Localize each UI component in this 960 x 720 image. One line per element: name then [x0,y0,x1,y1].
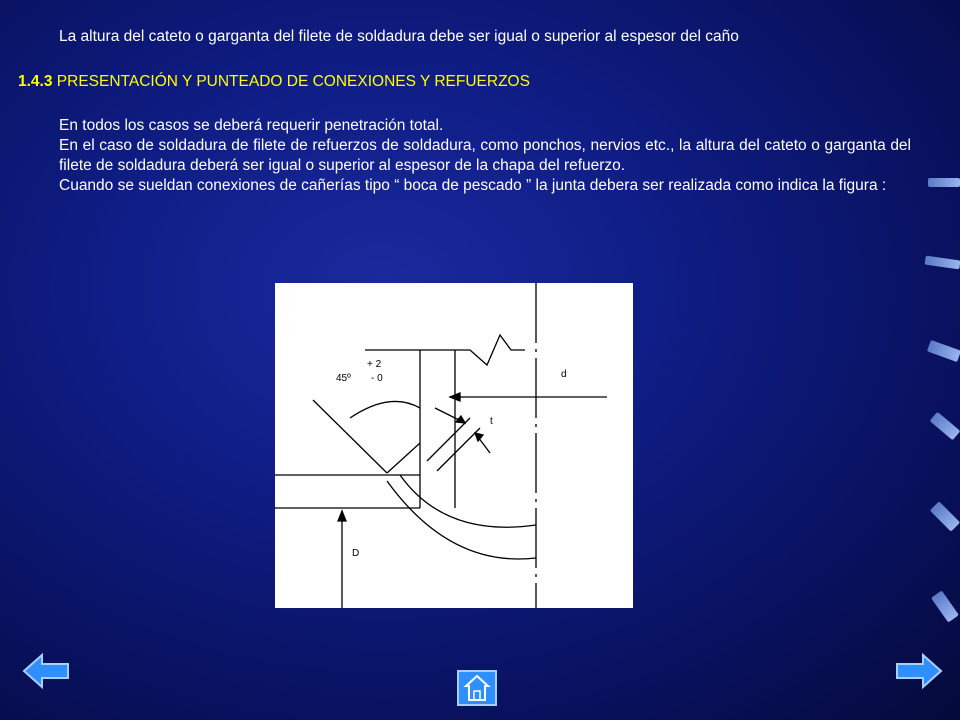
body-text [59,116,911,196]
t-arrow-1 [456,416,465,423]
weld-joint-figure [275,283,633,608]
next-arrow-icon[interactable] [895,652,943,690]
intro-line: La altura del cateto o garganta del filete de soldadura debe ser igual o superior al espesor del caño [59,28,739,45]
weld-joint-diagram [275,283,633,608]
prev-arrow-icon[interactable] [22,652,70,690]
paragraph-2: En el caso de soldadura de filete de refuerzos de soldadura, como ponchos, nervios etc., la altura del cateto o garganta del filete de soldadura deberá ser igual o superior al espesor de la chapa del refuerzo. [59,137,911,174]
bevel-line [313,400,387,473]
decor-stripe-2 [925,256,960,270]
D-large-label: D [352,548,360,559]
t-arrow-2 [475,433,483,441]
section-title: PRESENTACIÓN Y PUNTEADO DE CONEXIONES Y REFUERZOS [56,73,530,90]
tol-plus-label: + 2 [367,359,382,370]
paragraph-1: En todos los casos se deberá requerir penetración total. [59,117,444,134]
tol-minus-label: - 0 [371,373,383,384]
decor-stripe-3 [927,340,960,362]
home-icon[interactable] [457,670,497,706]
t-line-1 [427,418,470,461]
section-heading [18,72,530,92]
decor-stripe-1 [928,178,960,187]
d-small-label: d [561,369,567,380]
t-line-2 [437,428,480,471]
bevel-return [387,443,420,473]
t-label: t [490,416,493,427]
angle-label: 45º [336,373,351,384]
break-line [365,335,525,365]
decor-stripe-4 [930,412,960,440]
decor-stripe-6 [931,590,959,622]
paragraph-3: Cuando se sueldan conexiones de cañerías tipo “ boca de pescado ” la junta debera ser realizada como indica la figura : [59,177,887,194]
section-number: 1.4.3 [18,73,53,90]
D-arrow [338,511,346,521]
saddle-curve-outer [387,481,536,559]
decor-stripe-5 [930,501,960,531]
angle-arc [350,401,420,418]
